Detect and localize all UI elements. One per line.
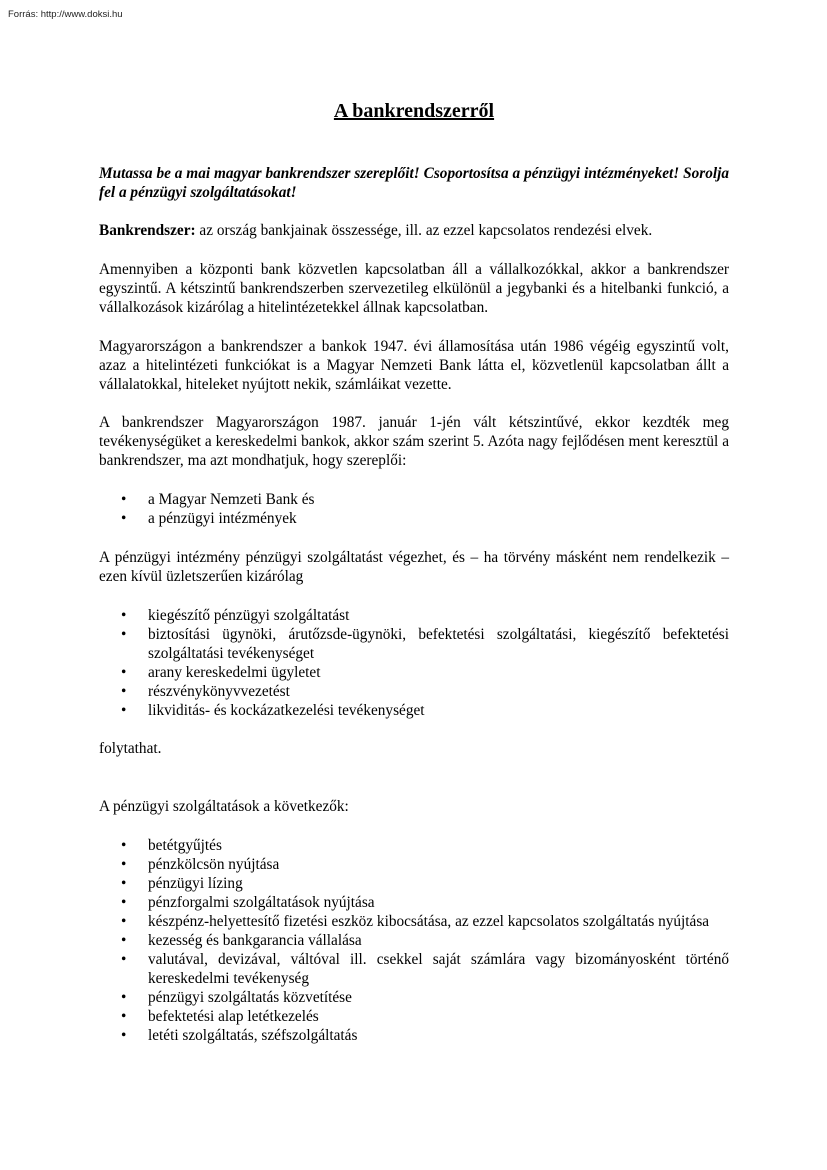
- bullet-icon: •: [121, 951, 127, 968]
- bullet-icon: •: [121, 683, 127, 700]
- page-title: A bankrendszerről: [333, 100, 495, 122]
- list-item: • betétgyűjtés: [121, 837, 222, 854]
- paragraph-5: folytathat.: [99, 740, 162, 757]
- bullet-icon: •: [121, 989, 127, 1006]
- bullet-icon: •: [121, 626, 127, 643]
- services-list: [99, 836, 729, 1045]
- list-item: • a pénzügyi intézmények: [121, 510, 297, 527]
- activities-list: [99, 606, 729, 720]
- definition-term: Bankrendszer:: [99, 222, 196, 239]
- source-link[interactable]: Forrás: http://www.doksi.hu: [8, 9, 123, 20]
- definition-paragraph: [99, 221, 729, 240]
- paragraph-3: A bankrendszer Magyarországon 1987. január 1-jén vált kétszintűvé, ekkor kezdték meg tevékenységüket a kereskedelmi bankok, akkor szám szerint 5. Azóta nagy fejlődésen ment keresztül a bankrendszer, ma azt mondhatjuk, hogy szereplői:: [99, 414, 729, 469]
- list-item: • pénzkölcsön nyújtása: [121, 856, 280, 873]
- bullet-icon: •: [121, 913, 127, 930]
- bullet-icon: •: [121, 607, 127, 624]
- list-item: • készpénz-helyettesítő fizetési eszköz kibocsátása, az ezzel kapcsolatos szolgáltatás nyújtása: [121, 913, 710, 930]
- bullet-icon: •: [121, 510, 127, 527]
- bullet-icon: •: [121, 702, 127, 719]
- bullet-icon: •: [121, 1008, 127, 1025]
- bullet-icon: •: [121, 932, 127, 949]
- actors-list: [99, 490, 729, 528]
- bullet-icon: •: [121, 664, 127, 681]
- list-item: • arany kereskedelmi ügyletet: [121, 664, 321, 681]
- paragraph-1: Amennyiben a központi bank közvetlen kapcsolatban áll a vállalkozókkal, akkor a bankrendszer egyszintű. A kétszintű bankrendszerben szervezetileg elkülönül a jegybanki és a hitelbanki funkció, a vállalkozások kizárólag a hitelintézetekkel állnak kapcsolatban.: [99, 261, 729, 316]
- bullet-icon: •: [121, 856, 127, 873]
- list-item: • részvénykönyvvezetést: [121, 683, 290, 700]
- paragraph-2: Magyarországon a bankrendszer a bankok 1947. évi államosítása után 1986 végéig egyszintű volt, azaz a hitelintézeti funkciókat is a Magyar Nemzeti Bank látta el, közvetlenül kapcsolatban állt a vállalatokkal, hiteleket nyújtott nekik, számláikat vezette.: [99, 338, 729, 393]
- list-item: • pénzforgalmi szolgáltatások nyújtása: [121, 894, 375, 911]
- list-item: • kiegészítő pénzügyi szolgáltatást: [121, 607, 350, 624]
- bullet-icon: •: [121, 875, 127, 892]
- paragraph-4: A pénzügyi intézmény pénzügyi szolgáltatást végezhet, és – ha törvény másként nem rendelkezik – ezen kívül üzletszerűen kizárólag: [99, 549, 729, 585]
- bullet-icon: •: [121, 1027, 127, 1044]
- list-item: • a Magyar Nemzeti Bank és: [121, 491, 315, 508]
- task-statement: Mutassa be a mai magyar bankrendszer szereplőit! Csoportosítsa a pénzügyi intézményeket! Sorolja fel a pénzügyi szolgáltatásokat!: [99, 165, 729, 201]
- bullet-icon: •: [121, 837, 127, 854]
- list-item: • biztosítási ügynöki, árutőzsde-ügynöki, befektetési szolgáltatási, kiegészítő befektetési szolgáltatási tevékenységet: [121, 626, 729, 662]
- list-item: • likviditás- és kockázatkezelési tevékenységet: [121, 702, 425, 719]
- list-item: • pénzügyi lízing: [121, 875, 243, 892]
- list-item: • kezesség és bankgarancia vállalása: [121, 932, 362, 949]
- list-item: • valutával, devizával, váltóval ill. csekkel saját számlára vagy bizományosként történő kereskedelmi tevékenység: [121, 951, 729, 987]
- list-item: • befektetési alap letétkezelés: [121, 1008, 319, 1025]
- bullet-icon: •: [121, 491, 127, 508]
- list-item: • letéti szolgáltatás, széfszolgáltatás: [121, 1027, 358, 1044]
- definition-text: az ország bankjainak összessége, ill. az ezzel kapcsolatos rendezési elvek.: [195, 222, 653, 239]
- list-item: • pénzügyi szolgáltatás közvetítése: [121, 989, 352, 1006]
- bullet-icon: •: [121, 894, 127, 911]
- paragraph-6: A pénzügyi szolgáltatások a következők:: [99, 798, 349, 815]
